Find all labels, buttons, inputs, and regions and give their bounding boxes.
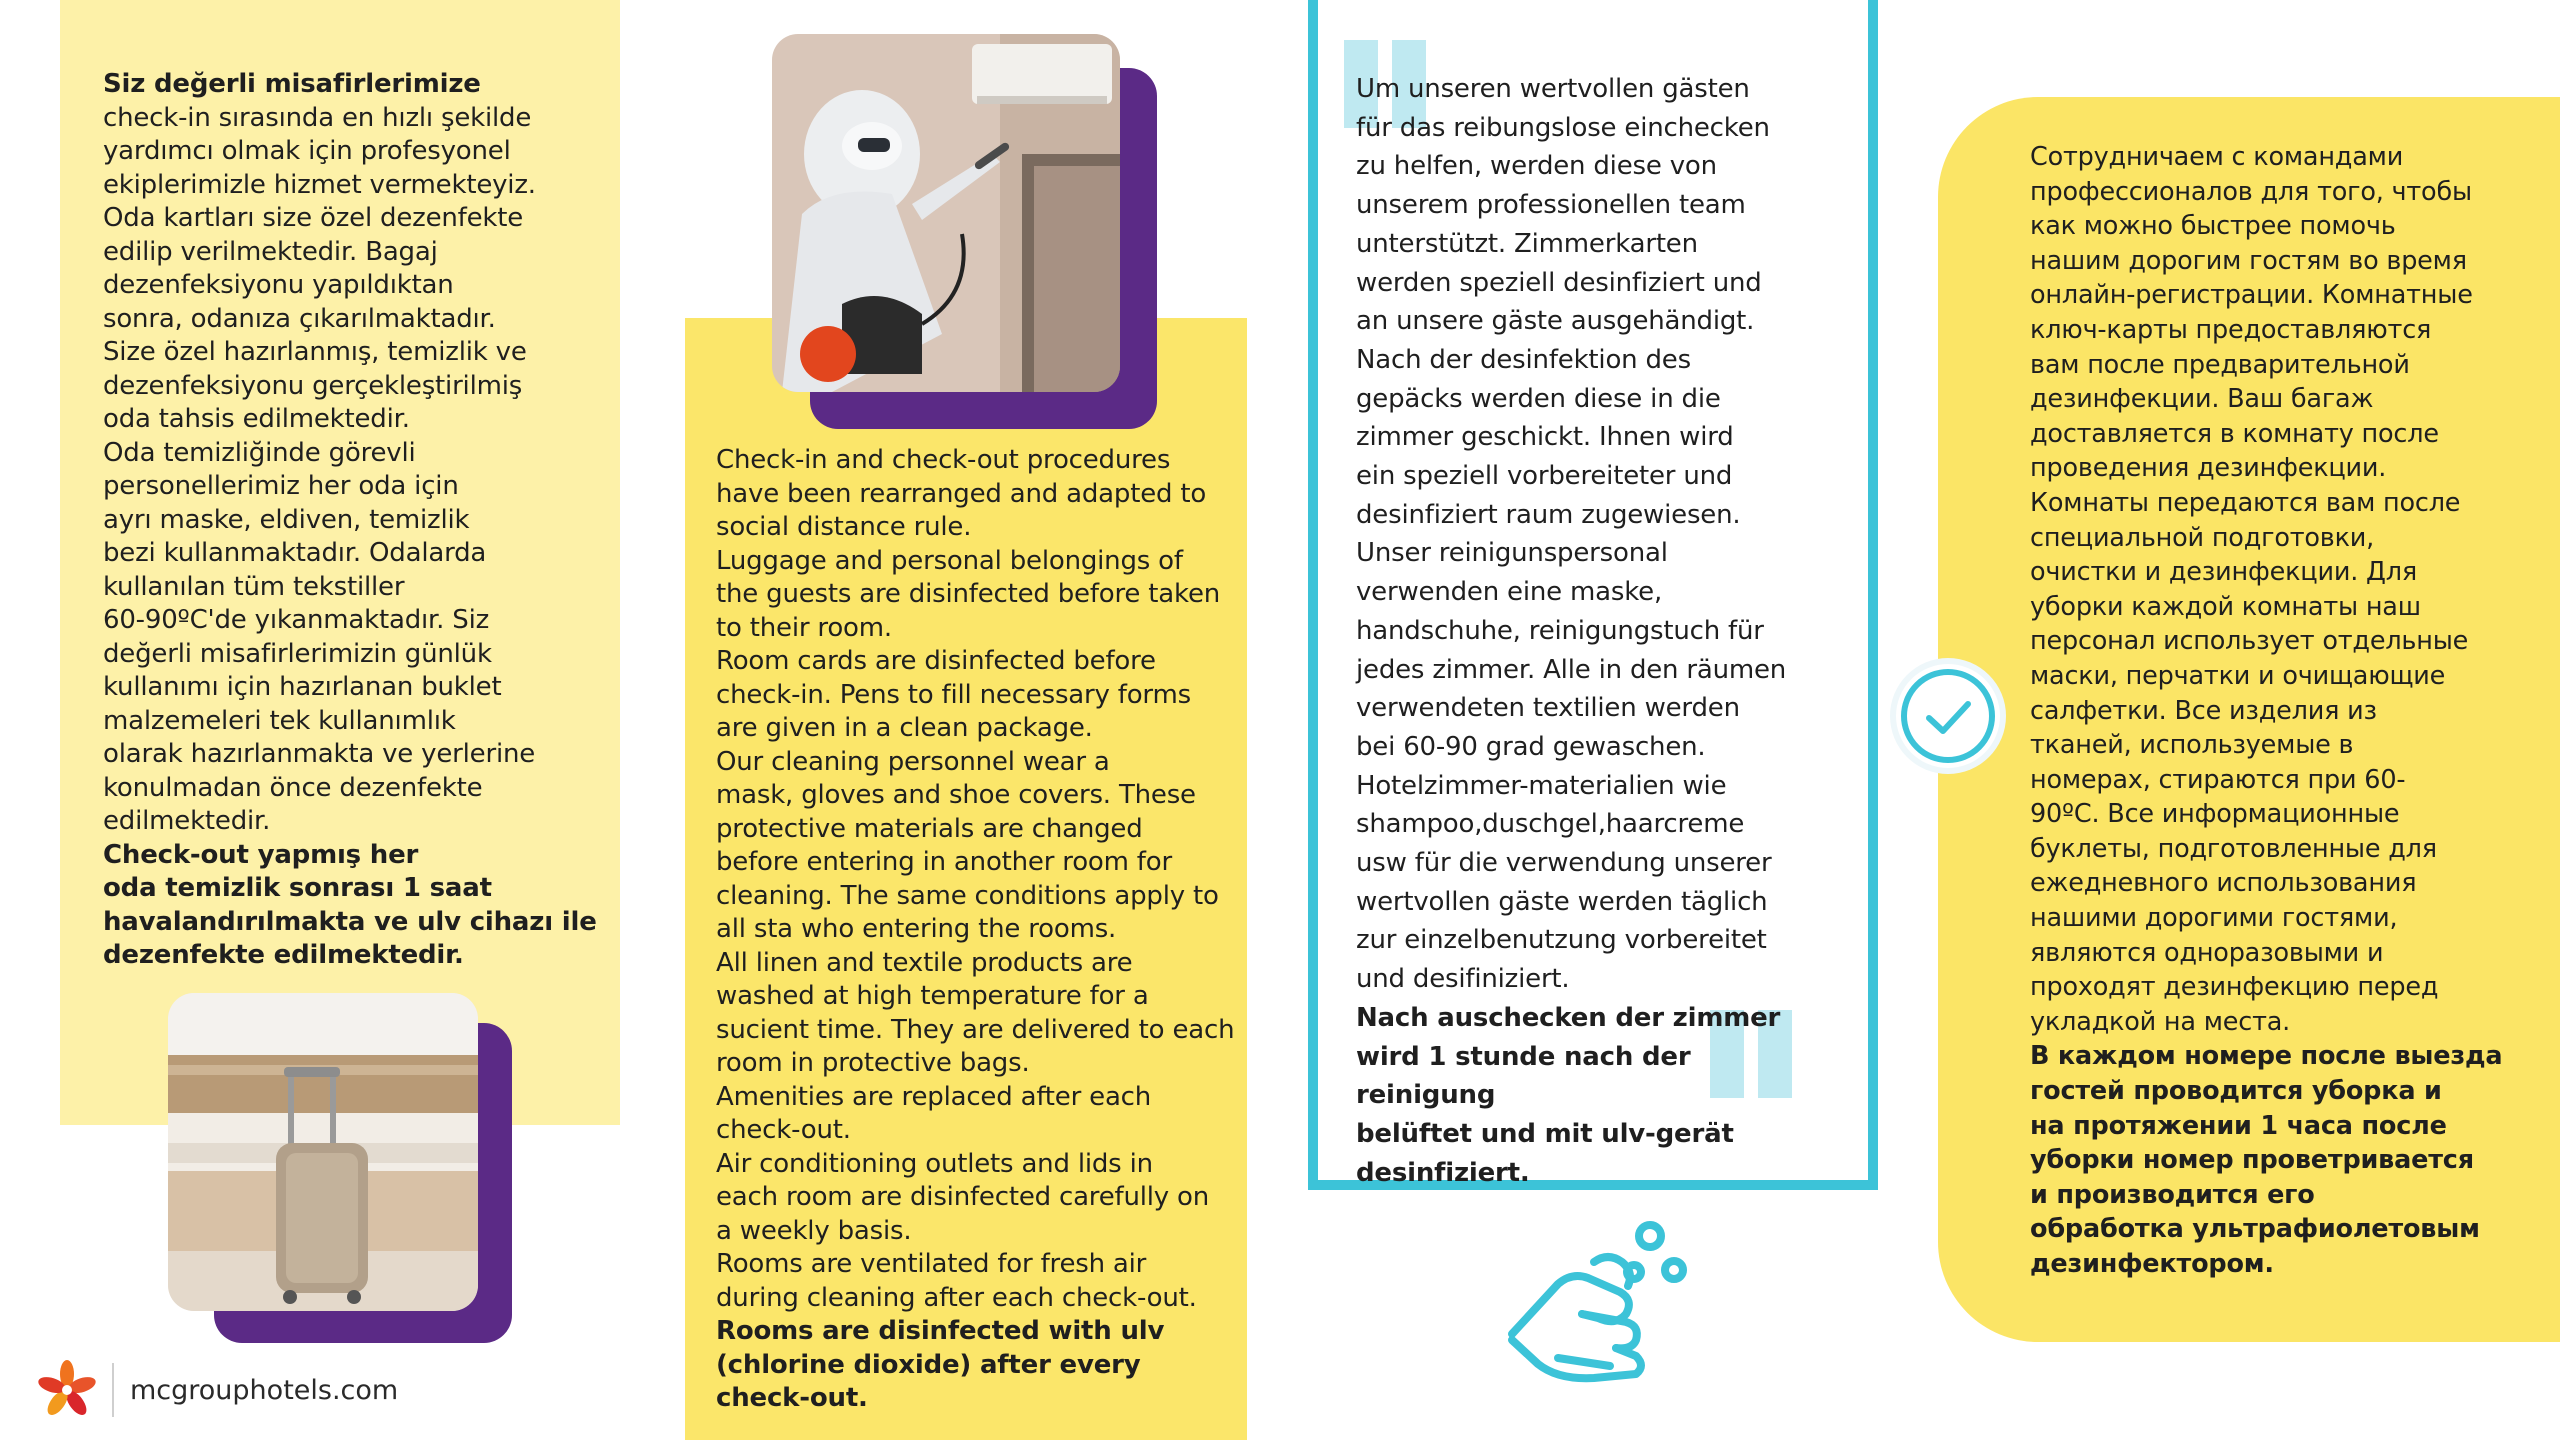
website-link[interactable]: mcgrouphotels.com [130,1374,399,1406]
hand-wash-icon [1498,1218,1694,1394]
russian-closing: В каждом номере после выезда гостей проводится уборка и на протяжении 1 часа после уборки номер проветривается и производится его обработка ультрафиолетовым дезинфектором. [2030,1041,2503,1279]
russian-text [2030,140,2520,1282]
turkish-closing: Check-out yapmış her oda temizlik sonrası 1 saat havalandırılmakta ve ulv cihazı ile dezenfekte edilmektedir. [103,839,597,970]
footer-divider [112,1363,114,1417]
turkish-text [103,68,608,973]
check-circle-icon [1896,664,2000,768]
flower-logo-icon [36,1359,98,1421]
english-body: Check-in and check-out procedures have been rearranged and adapted to social distance rule. Luggage and personal belongings of the guests are disinfected before taken to their room. Room cards are disinfected before check-in. Pens to fill necessary forms are given in a clean package. Our cleaning personnel wear a mask, gloves and shoe covers. These protective materials are changed before entering in another room for cleaning. The same conditions apply to all sta who entering the rooms. All linen and textile products are washed at high temperature for a sucient time. They are delivered to each room in protective bags. Amenities are replaced after each check-out. Air conditioning outlets and lids in each room are disinfected carefully on a weekly basis. Rooms are ventilated for fresh air during cleaning after each check-out. [716,445,1235,1313]
suitcase-photo [168,993,512,1343]
german-text [1356,70,1826,1192]
footer [36,1358,398,1422]
russian-body: Сотрудничаем с командами профессионалов для того, чтобы как можно быстрее помочь нашим дорогим гостям во время онлайн-регистрации. Комнатные ключ-карты предоставляются вам после предварительной дезинфекции. Ваш багаж доставляется в комнату после проведения дезинфекции. Комнаты передаются вам после специальной подготовки, очистки и дезинфекции. Для уборки каждой комнаты наш персонал использует отдельные маски, перчатки и очищающие салфетки. Все изделия из тканей, используемые в номерах, стираются при 60- 90ºC. Все информационные буклеты, подготовленные для ежедневного использования нашими дорогими гостями, являются одноразовыми и проходят дезинфекцию перед укладкой на места. [2030,142,2473,1037]
turkish-lead: Siz değerli misafirlerimize [103,69,481,99]
german-body: Um unseren wertvollen gästen für das reibungslose einchecken zu helfen, werden diese von unserem professionellen team unterstützt. Zimmerkarten werden speziell desinfiziert und an unsere gäste ausgehändigt. Nach der desinfektion des gepäcks werden diese in die zimmer geschickt. Ihnen wird ein speziell vorbereiteter und desinfiziert raum zugewiesen. Unser reinigunspersonal verwenden eine maske, handschuhe, reinigungstuch für jedes zimmer. Alle in den räumen verwendeten textilien werden bei 60-90 grad gewaschen. Hotelzimmer-materialien wie shampoo,duschgel,haarcreme usw für die verwendung unserer wertvollen gäste werden täglich zur einzelbenutzung vorbereitet und desifiniziert. [1356,74,1787,995]
german-closing: Nach auschecken der zimmer wird 1 stunde nach der reinigung belüftet und mit ulv-gerät desinfiziert. [1356,1002,1781,1188]
english-text [716,444,1236,1416]
disinfection-photo [772,34,1157,429]
english-closing: Rooms are disinfected with ulv (chlorine dioxide) after every check-out. [716,1316,1165,1413]
turkish-body: check-in sırasında en hızlı şekilde yardımcı olmak için profesyonel ekiplerimizle hizmet vermekteyiz. Oda kartları size özel dezenfekte edilip verilmektedir. Bagaj dezenfeksiyonu yapıldıktan sonra, odanıza çıkarılmaktadır. Size özel hazırlanmış, temizlik ve dezenfeksiyonu gerçekleştirilmiş oda tahsis edilmektedir. Oda temizliğinde görevli personellerimiz her oda için ayrı maske, eldiven, temizlik bezi kullanmaktadır. Odalarda kullanılan tüm tekstiller 60-90ºC'de yıkanmaktadır. Siz değerli misafirlerimizin günlük kullanımı için hazırlanan buklet malzemeleri tek kullanımlık olarak hazırlanmakta ve yerlerine konulmadan önce dezenfekte edilmektedir. [103,102,536,836]
